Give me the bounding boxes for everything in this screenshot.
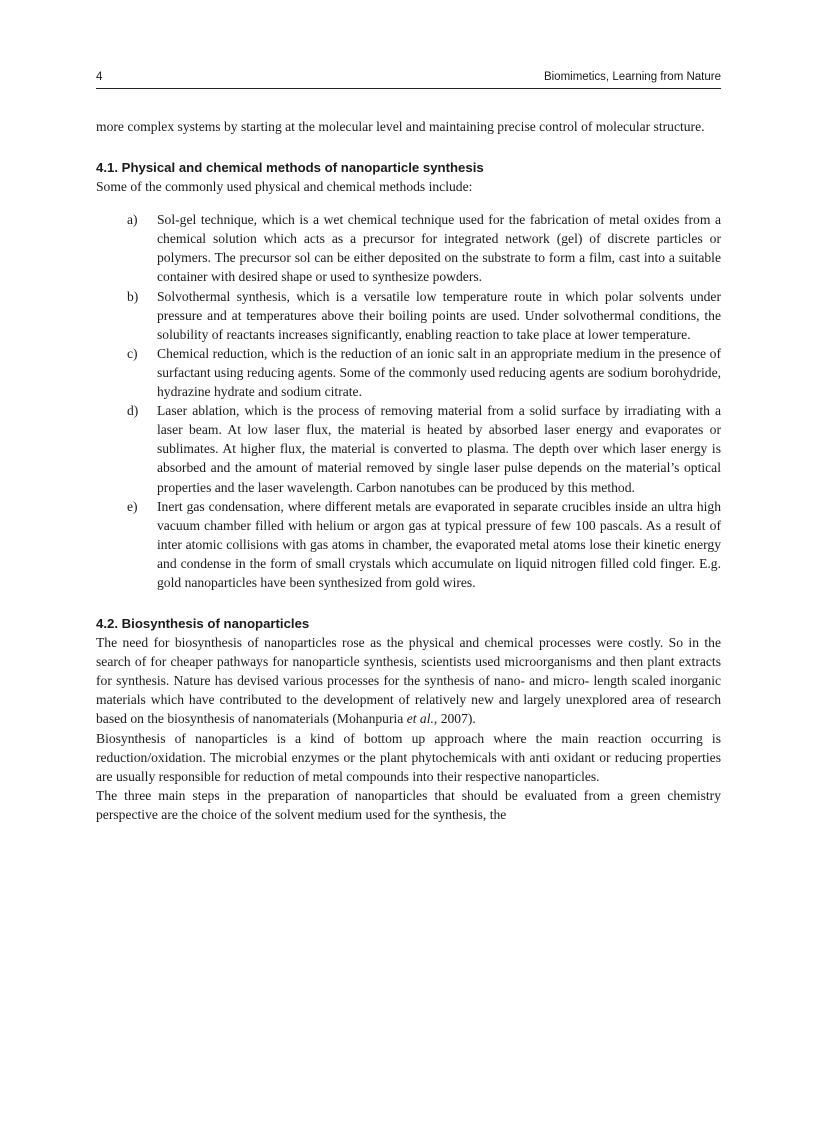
methods-list [96,210,721,592]
list-item [96,401,721,496]
list-marker: b) [127,288,139,304]
section-heading-4-2: 4.2. Biosynthesis of nanoparticles [96,616,310,632]
running-header [96,70,721,89]
list-item [96,497,721,592]
list-item-text: Sol-gel technique, which is a wet chemical technique used for the fabrication of metal oxides from a chemical solution which acts as a precursor for integrated network (gel) of discrete particles or polymers. The precursor sol can be either deposited on the substrate to form a film, cast into a suitable container with desired shape or used to synthesize powders. [157,212,721,285]
biosynthesis-paragraph-3: The three main steps in the preparation of nanoparticles that should be evaluated from a green chemistry perspective are the choice of the solvent medium used for the synthesis, the [96,787,721,822]
running-title: Biomimetics, Learning from Nature [543,71,721,83]
biosynthesis-paragraph-1: The need for biosynthesis of nanoparticles rose as the physical and chemical processes were costly. So in the search of for cheaper pathways for nanoparticle synthesis, scientists used microorganisms and then plant extracts for synthesis. Nature has devised various processes for the synthesis of nano- and micro- length scaled inorganic materials which have contributed to the development of relatively new and largely unexplored area of research based on the biosynthesis of nanomaterials (Mohanpuria et al., 2007). [96,635,721,727]
intro-paragraph: more complex systems by starting at the molecular level and maintaining precise control of molecular structure. [96,119,705,134]
list-item-text: Inert gas condensation, where different metals are evaporated in separate crucibles inside an ultra high vacuum chamber filled with helium or argon gas at typical pressure of few 100 pascals. As a result of inter atomic collisions with gas atoms in chamber, the evaporated metal atoms lose their kinetic energy and condense in the form of small crystals which accumulate on liquid nitrogen filled cold finger. E.g. gold nanoparticles have been synthesized from gold wires. [157,498,721,590]
body-text [96,117,721,824]
list-item-text: Solvothermal synthesis, which is a versatile low temperature route in which polar solvents under pressure and at temperatures above their boiling points are used. Under solvothermal conditions, the solubility of reactants increases significantly, enabling reaction to take place at lower temperature. [157,288,721,342]
list-marker: e) [127,498,138,514]
list-item [96,287,721,344]
list-item [96,344,721,401]
list-marker: d) [127,403,139,419]
page-number: 4 [96,71,103,83]
list-item-text: Chemical reduction, which is the reduction of an ionic salt in an appropriate medium in the presence of surfactant using reducing agents. Some of the commonly used reducing agents are sodium borohydride, hydrazine hydrate and sodium citrate. [157,345,721,400]
list-item [96,210,721,286]
section-lead: Some of the commonly used physical and chemical methods include: [96,179,473,195]
list-marker: a) [127,212,138,228]
section-heading-4-1: 4.1. Physical and chemical methods of nanoparticle synthesis [96,160,484,176]
list-item-text: Laser ablation, which is the process of removing material from a solid surface by irradiating with a laser beam. At low laser flux, the material is heated by absorbed laser energy and evaporates or sublimates. At higher flux, the material is converted to plasma. The depth over which laser energy is absorbed and the amount of material removed by single laser pulse depends on the material’s optical properties and the laser wavelength. Carbon nanotubes can be produced by this method. [157,403,721,495]
biosynthesis-paragraph-2: Biosynthesis of nanoparticles is a kind of bottom up approach where the main reaction occurring is reduction/oxidation. The microbial enzymes or the plant phytochemicals with anti oxidant or reducing properties are usually responsible for reduction of metal compounds into their respective nanoparticles. [96,730,721,784]
citation-et-al: et al. [406,711,434,727]
list-marker: c) [127,345,138,361]
